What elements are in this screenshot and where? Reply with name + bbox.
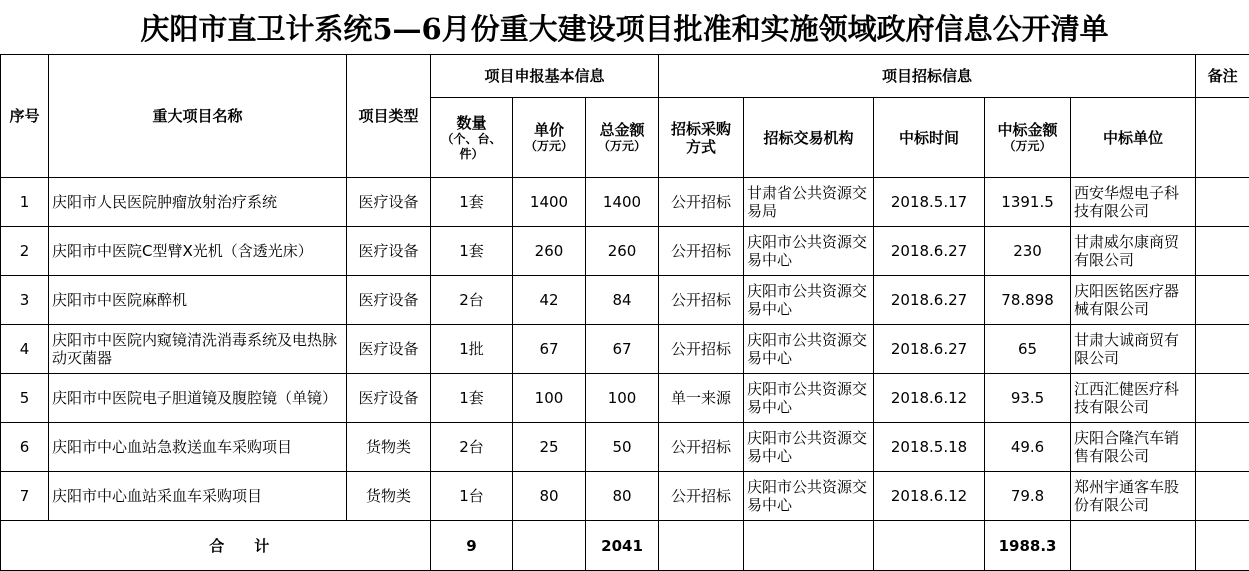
header-qty-unit: （个、台、件） xyxy=(434,132,509,162)
cell-name: 庆阳市中医院电子胆道镜及腹腔镜（单镜） xyxy=(49,374,347,423)
cell-award: 230 xyxy=(985,227,1071,276)
cell-winner: 甘肃威尔康商贸有限公司 xyxy=(1071,227,1196,276)
cell-time: 2018.6.27 xyxy=(874,227,985,276)
header-index: 序号 xyxy=(1,55,49,178)
cell-agency: 庆阳市公共资源交易中心 xyxy=(744,227,874,276)
total-price-blank xyxy=(513,521,586,571)
cell-award: 1391.5 xyxy=(985,178,1071,227)
header-group-basic: 项目申报基本信息 xyxy=(431,55,659,98)
header-qty xyxy=(431,98,513,178)
header-name: 重大项目名称 xyxy=(49,55,347,178)
header-total-unit: （万元） xyxy=(589,139,655,154)
cell-method: 公开招标 xyxy=(659,178,744,227)
header-method: 招标采购方式 xyxy=(659,98,744,178)
cell-remark xyxy=(1196,178,1249,227)
cell-price: 260 xyxy=(513,227,586,276)
cell-award: 93.5 xyxy=(985,374,1071,423)
header-total-label: 总金额 xyxy=(589,121,655,139)
cell-price: 42 xyxy=(513,276,586,325)
total-agency-blank xyxy=(744,521,874,571)
header-remark-blank xyxy=(1196,98,1249,178)
total-remark-blank xyxy=(1196,521,1249,571)
header-total xyxy=(586,98,659,178)
cell-total: 84 xyxy=(586,276,659,325)
header-award-label: 中标金额 xyxy=(988,121,1067,139)
cell-time: 2018.6.12 xyxy=(874,374,985,423)
header-time: 中标时间 xyxy=(874,98,985,178)
total-row xyxy=(1,521,1249,571)
cell-time: 2018.6.12 xyxy=(874,472,985,521)
cell-name: 庆阳市中心血站采血车采购项目 xyxy=(49,472,347,521)
table-row xyxy=(1,325,1249,374)
cell-agency: 庆阳市公共资源交易中心 xyxy=(744,276,874,325)
cell-price: 100 xyxy=(513,374,586,423)
cell-remark xyxy=(1196,374,1249,423)
cell-award: 79.8 xyxy=(985,472,1071,521)
cell-total: 67 xyxy=(586,325,659,374)
cell-name: 庆阳市中医院麻醉机 xyxy=(49,276,347,325)
cell-agency: 庆阳市公共资源交易中心 xyxy=(744,374,874,423)
cell-qty: 1台 xyxy=(431,472,513,521)
cell-winner: 庆阳医铭医疗器械有限公司 xyxy=(1071,276,1196,325)
cell-winner: 江西汇健医疗科技有限公司 xyxy=(1071,374,1196,423)
table-row xyxy=(1,423,1249,472)
cell-no: 7 xyxy=(1,472,49,521)
cell-method: 公开招标 xyxy=(659,276,744,325)
cell-name: 庆阳市人民医院肿瘤放射治疗系统 xyxy=(49,178,347,227)
cell-remark xyxy=(1196,227,1249,276)
cell-qty: 1套 xyxy=(431,178,513,227)
header-winner: 中标单位 xyxy=(1071,98,1196,178)
cell-no: 3 xyxy=(1,276,49,325)
total-time-blank xyxy=(874,521,985,571)
cell-type: 医疗设备 xyxy=(347,178,431,227)
cell-remark xyxy=(1196,325,1249,374)
cell-qty: 2台 xyxy=(431,276,513,325)
cell-name: 庆阳市中医院内窥镜清洗消毒系统及电热脉动灭菌器 xyxy=(49,325,347,374)
total-method-blank xyxy=(659,521,744,571)
table-row xyxy=(1,227,1249,276)
cell-name: 庆阳市中心血站急救送血车采购项目 xyxy=(49,423,347,472)
cell-remark xyxy=(1196,276,1249,325)
cell-total: 100 xyxy=(586,374,659,423)
cell-remark xyxy=(1196,423,1249,472)
header-qty-label: 数量 xyxy=(434,114,509,132)
cell-qty: 2台 xyxy=(431,423,513,472)
cell-no: 2 xyxy=(1,227,49,276)
cell-total: 260 xyxy=(586,227,659,276)
cell-award: 49.6 xyxy=(985,423,1071,472)
cell-total: 1400 xyxy=(586,178,659,227)
header-agency: 招标交易机构 xyxy=(744,98,874,178)
table-row xyxy=(1,178,1249,227)
total-amount: 2041 xyxy=(586,521,659,571)
header-row-groups xyxy=(1,55,1249,98)
cell-method: 公开招标 xyxy=(659,325,744,374)
cell-no: 1 xyxy=(1,178,49,227)
cell-type: 医疗设备 xyxy=(347,374,431,423)
cell-agency: 庆阳市公共资源交易中心 xyxy=(744,325,874,374)
cell-method: 单一来源 xyxy=(659,374,744,423)
cell-price: 1400 xyxy=(513,178,586,227)
header-group-bid: 项目招标信息 xyxy=(659,55,1196,98)
cell-total: 80 xyxy=(586,472,659,521)
cell-time: 2018.5.18 xyxy=(874,423,985,472)
header-price-unit: （万元） xyxy=(516,139,582,154)
cell-type: 货物类 xyxy=(347,423,431,472)
cell-qty: 1套 xyxy=(431,374,513,423)
cell-price: 25 xyxy=(513,423,586,472)
table-row xyxy=(1,276,1249,325)
total-label: 合 计 xyxy=(49,521,431,571)
cell-award: 78.898 xyxy=(985,276,1071,325)
total-blank-left xyxy=(1,521,49,571)
header-price-label: 单价 xyxy=(516,121,582,139)
project-table xyxy=(0,54,1249,571)
cell-no: 6 xyxy=(1,423,49,472)
cell-no: 4 xyxy=(1,325,49,374)
cell-qty: 1套 xyxy=(431,227,513,276)
cell-time: 2018.6.27 xyxy=(874,276,985,325)
cell-qty: 1批 xyxy=(431,325,513,374)
cell-winner: 西安华煜电子科技有限公司 xyxy=(1071,178,1196,227)
cell-method: 公开招标 xyxy=(659,227,744,276)
cell-agency: 庆阳市公共资源交易中心 xyxy=(744,472,874,521)
header-remark: 备注 xyxy=(1196,55,1249,98)
cell-winner: 郑州宇通客车股份有限公司 xyxy=(1071,472,1196,521)
header-price xyxy=(513,98,586,178)
table-row xyxy=(1,472,1249,521)
cell-total: 50 xyxy=(586,423,659,472)
total-qty: 9 xyxy=(431,521,513,571)
cell-agency: 庆阳市公共资源交易中心 xyxy=(744,423,874,472)
cell-method: 公开招标 xyxy=(659,472,744,521)
header-award xyxy=(985,98,1071,178)
header-type: 项目类型 xyxy=(347,55,431,178)
cell-type: 货物类 xyxy=(347,472,431,521)
cell-type: 医疗设备 xyxy=(347,276,431,325)
total-winner-blank xyxy=(1071,521,1196,571)
cell-remark xyxy=(1196,472,1249,521)
cell-agency: 甘肃省公共资源交易局 xyxy=(744,178,874,227)
cell-award: 65 xyxy=(985,325,1071,374)
table-row xyxy=(1,374,1249,423)
cell-price: 67 xyxy=(513,325,586,374)
cell-no: 5 xyxy=(1,374,49,423)
header-award-unit: （万元） xyxy=(988,139,1067,154)
total-award: 1988.3 xyxy=(985,521,1071,571)
cell-type: 医疗设备 xyxy=(347,325,431,374)
cell-type: 医疗设备 xyxy=(347,227,431,276)
sheet-title: 庆阳市直卫计系统5—6月份重大建设项目批准和实施领域政府信息公开清单 xyxy=(0,0,1249,54)
cell-time: 2018.6.27 xyxy=(874,325,985,374)
cell-time: 2018.5.17 xyxy=(874,178,985,227)
cell-method: 公开招标 xyxy=(659,423,744,472)
cell-name: 庆阳市中医院C型臂X光机（含透光床） xyxy=(49,227,347,276)
cell-winner: 甘肃大诚商贸有限公司 xyxy=(1071,325,1196,374)
cell-price: 80 xyxy=(513,472,586,521)
cell-winner: 庆阳合隆汽车销售有限公司 xyxy=(1071,423,1196,472)
